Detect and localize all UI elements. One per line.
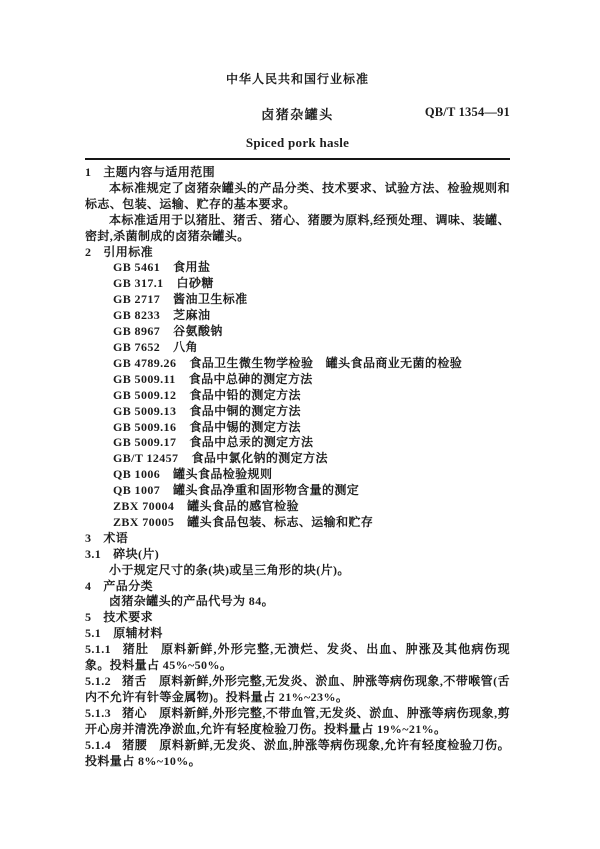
clause-number: 5.1.4 xyxy=(85,737,111,752)
reference-title: 谷氨酸钠 xyxy=(173,324,223,339)
reference-item xyxy=(85,340,510,356)
heading-text: 产品分类 xyxy=(103,578,154,593)
reference-code: GB 5009.12 xyxy=(113,387,177,402)
reference-code: GB 8967 xyxy=(113,324,161,339)
reference-item xyxy=(85,451,510,467)
numbered-clause xyxy=(85,674,510,706)
reference-item xyxy=(85,260,510,276)
reference-title: 食品卫生微生物学检验 罐头食品商业无菌的检验 xyxy=(189,355,463,370)
heading-text: 术语 xyxy=(103,530,129,545)
reference-item xyxy=(85,467,510,483)
reference-title: 食品中氯化钠的测定方法 xyxy=(191,451,328,466)
reference-code: GB 5009.13 xyxy=(113,403,177,418)
reference-title: 食品中锡的测定方法 xyxy=(189,419,301,434)
paragraph: 小于规定尺寸的条(块)或呈三角形的块(片)。 xyxy=(109,562,350,577)
reference-title: 罐头食品包装、标志、运输和贮存 xyxy=(187,514,374,529)
reference-item xyxy=(85,404,510,420)
reference-item xyxy=(85,308,510,324)
title-row xyxy=(85,104,510,121)
clause-subject: 猪心 xyxy=(122,705,148,720)
reference-code: GB 8233 xyxy=(113,308,161,323)
reference-code: GB 5461 xyxy=(113,260,161,275)
reference-item xyxy=(85,372,510,388)
reference-item xyxy=(85,435,510,451)
reference-title: 芝麻油 xyxy=(173,308,211,323)
clause-number: 4 xyxy=(85,578,92,593)
clause-number: 5.1 xyxy=(85,626,102,641)
reference-item xyxy=(85,420,510,436)
reference-title: 罐头食品检验规则 xyxy=(173,467,273,482)
section-heading xyxy=(85,531,510,547)
clause-subject: 猪腰 xyxy=(122,737,148,752)
section-heading xyxy=(85,547,510,563)
section-heading xyxy=(85,610,510,626)
clause-number: 3 xyxy=(85,530,92,545)
document-title-cn: 卤猪杂罐头 xyxy=(261,107,334,122)
clause-text: 原料新鲜,无发炎、淤血,肿涨等病伤现象,允许有轻度检验刀伤。投料量占 8%~10%。 xyxy=(85,737,510,768)
reference-title: 白砂糖 xyxy=(176,276,214,291)
reference-title: 八角 xyxy=(173,339,198,354)
reference-code: QB 1007 xyxy=(113,483,161,498)
clause-number: 3.1 xyxy=(85,546,102,561)
reference-title: 食品中铜的测定方法 xyxy=(189,403,301,418)
document-title-en: Spiced pork hasle xyxy=(245,135,350,150)
standard-type-line: 中华人民共和国行业标准 xyxy=(225,72,369,86)
reference-title: 罐头食品的感官检验 xyxy=(187,499,299,514)
section-heading xyxy=(85,245,510,261)
reference-item xyxy=(85,388,510,404)
section-heading xyxy=(85,579,510,595)
reference-code: GB 5009.17 xyxy=(113,435,177,450)
reference-item xyxy=(85,324,510,340)
reference-item xyxy=(85,499,510,515)
reference-code: GB 5009.11 xyxy=(113,371,176,386)
reference-code: ZBX 70004 xyxy=(113,499,175,514)
clause-number: 5.1.3 xyxy=(85,705,111,720)
reference-item xyxy=(85,356,510,372)
reference-item xyxy=(85,292,510,308)
standard-number: QB/T 1354—91 xyxy=(424,105,510,119)
document-body xyxy=(85,165,510,769)
heading-text: 碎块(片) xyxy=(113,546,160,561)
reference-title: 食品中铅的测定方法 xyxy=(189,387,301,402)
reference-item xyxy=(85,483,510,499)
numbered-clause xyxy=(85,738,510,770)
reference-item xyxy=(85,515,510,531)
reference-title: 食品中总砷的测定方法 xyxy=(188,371,313,386)
clause-text: 原料新鲜,外形完整,不带血管,无发炎、淤血、肿涨等病伤现象,剪开心房并清洗净淤血,允许有轻度检验刀伤。投料量占 19%~21%。 xyxy=(85,705,510,736)
heading-text: 技术要求 xyxy=(103,610,154,625)
reference-code: GB 7652 xyxy=(113,339,161,354)
numbered-clause xyxy=(85,706,510,738)
reference-code: GB 317.1 xyxy=(113,276,164,291)
document-content xyxy=(85,0,510,769)
clause-number: 5.1.1 xyxy=(85,642,111,657)
heading-text: 引用标准 xyxy=(103,244,154,259)
reference-code: GB/T 12457 xyxy=(113,451,179,466)
clause-number: 5.1.2 xyxy=(85,674,111,688)
reference-title: 酱油卫生标准 xyxy=(173,292,248,307)
heading-text: 原辅材料 xyxy=(113,626,163,641)
clause-number: 2 xyxy=(85,244,92,259)
header-divider xyxy=(85,158,510,160)
reference-title: 食用盐 xyxy=(173,260,211,275)
paragraph: 本标准规定了卤猪杂罐头的产品分类、技术要求、试验方法、检验规则和标志、包装、运输、贮存的基本要求。 xyxy=(85,180,510,211)
paragraph: 卤猪杂罐头的产品代号为 84。 xyxy=(109,594,275,609)
clause-number: 1 xyxy=(85,165,92,179)
reference-code: QB 1006 xyxy=(113,467,161,482)
clause-number: 5 xyxy=(85,610,92,625)
section-heading xyxy=(85,626,510,642)
numbered-clause xyxy=(85,642,510,674)
section-heading xyxy=(85,165,510,181)
paragraph: 本标准适用于以猪肚、猪舌、猪心、猪腰为原料,经预处理、调味、装罐、密封,杀菌制成的卤猪杂罐头。 xyxy=(85,212,510,243)
reference-code: GB 5009.16 xyxy=(113,419,177,434)
clause-text: 原料新鲜,外形完整,无溃烂、发炎、出血、肿涨及其他病伤现象。投料量占 45%~50%。 xyxy=(85,642,510,673)
reference-code: GB 4789.26 xyxy=(113,355,177,370)
reference-code: ZBX 70005 xyxy=(113,514,175,529)
reference-code: GB 2717 xyxy=(113,292,161,307)
clause-subject: 猪舌 xyxy=(122,674,147,688)
clause-text: 原料新鲜,外形完整,无发炎、淤血、肿涨等病伤现象,不带喉管(舌内不允许有针等金属物)。投料量占 21%~23%。 xyxy=(85,674,510,704)
reference-item xyxy=(85,276,510,292)
heading-text: 主题内容与适用范围 xyxy=(103,165,216,179)
reference-title: 罐头食品净重和固形物含量的测定 xyxy=(173,483,360,498)
reference-title: 食品中总汞的测定方法 xyxy=(189,435,314,450)
clause-subject: 猪肚 xyxy=(122,642,149,657)
